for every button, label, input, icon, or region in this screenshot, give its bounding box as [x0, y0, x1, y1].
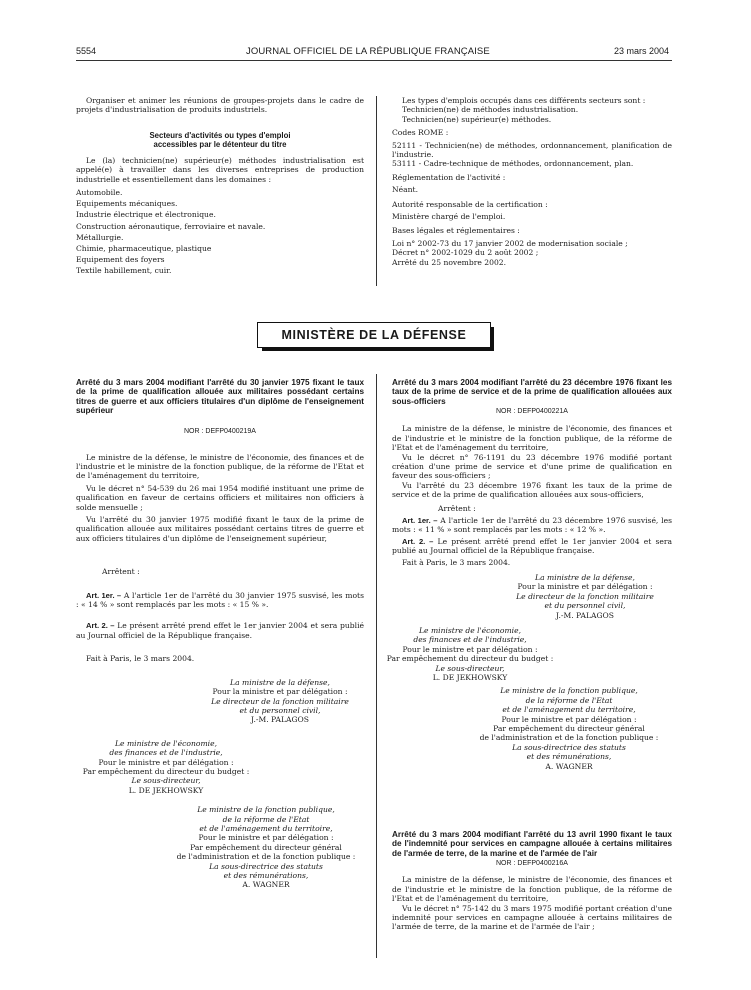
intro-paragraph: Organiser et animer les réunions de groupes-projets dans le cadre de projets d'industrialisation de produits industriels.: [76, 96, 364, 115]
signature-name: J.-M. PALAGOS: [251, 715, 309, 725]
signature-line: Par empêchement du directeur du budget :: [386, 654, 554, 664]
article-text: A l'article 1er de l'arrêté du 23 décembre 1976 susvisé, les mots : « 11 % » sont remplacés par les mots : « 12 % ».: [392, 515, 672, 535]
visa: Vu l'arrêté du 23 décembre 1976 fixant les taux de la prime de service et de la prime de qualification allouées aux sous-officiers,: [392, 480, 672, 500]
ministry-banner: [257, 322, 491, 348]
signature-name: L. DE JEKHOWSKY: [128, 785, 204, 795]
decree-title: Arrêté du 3 mars 2004 modifiant l'arrêté du 30 janvier 1975 fixant le taux de la prime de qualification allouée aux militaires possédant certains titres de guerre et aux officiers titulaires d'un diplôme de l'enseignement supérieur: [76, 378, 364, 415]
bases-item: Arrêté du 25 novembre 2002.: [392, 257, 507, 267]
signature-line: La sous-directrice des statuts: [209, 861, 323, 871]
signature-line: et des rémunérations,: [526, 752, 612, 762]
signature-line: Pour le ministre et par délégation :: [98, 757, 234, 767]
list-item: Métallurgie.: [76, 232, 124, 242]
journal-title: JOURNAL OFFICIEL DE LA RÉPUBLIQUE FRANÇAISE: [246, 46, 490, 57]
autorite-value: Ministère chargé de l'emploi.: [392, 212, 506, 222]
article-text: Le présent arrêté prend effet le 1er janvier 2004 et sera publié au Journal officiel de la République française.: [392, 536, 672, 556]
visa: Vu le décret n° 54-539 du 26 mai 1954 modifié instituant une prime de qualification en faveur de certains officiers et militaires non officiers à solde mensuelle ;: [76, 483, 364, 512]
signature-line: de la réforme de l'Etat: [525, 695, 613, 705]
list-item: Construction aéronautique, ferroviaire et navale.: [76, 221, 266, 231]
signature-line: des finances et de l'industrie,: [109, 748, 223, 758]
signature-name: A. WAGNER: [545, 761, 593, 771]
list-item: Textile habillement, cuir.: [76, 266, 172, 276]
rome-label: Codes ROME :: [392, 128, 449, 138]
article-label: Art. 1er. –: [86, 590, 122, 600]
signature-line: Par empêchement du directeur général: [190, 842, 342, 852]
list-item: Chimie, pharmaceutique, plastique: [76, 244, 212, 254]
signature-line: Par empêchement du directeur général: [493, 724, 645, 734]
preamble: La ministre de la défense, le ministre de l'économie, des finances et de l'industrie et le ministre de la fonction publique, de la réforme de l'Etat et de l'aménagement du territoire,: [392, 424, 672, 453]
signature-line: de l'administration et de la fonction publique :: [176, 852, 356, 862]
rome-code-2: 53111 - Cadre-technique de méthodes, ordonnancement, plan.: [392, 159, 634, 169]
signature-block: [498, 573, 672, 620]
signature-line: et des rémunérations,: [223, 871, 309, 880]
signature-line: La ministre de la défense,: [230, 677, 330, 687]
signature-line: La ministre de la défense,: [535, 572, 635, 582]
fait-a-paris: Fait à Paris, le 3 mars 2004.: [402, 557, 511, 567]
list-item: Equipement des foyers: [76, 255, 165, 265]
signature-line: Pour la ministre et par délégation :: [517, 582, 653, 592]
signature-line: de la réforme de l'Etat: [222, 814, 310, 824]
decree-title: Arrêté du 3 mars 2004 modifiant l'arrêté du 23 décembre 1976 fixant les taux de la prime de service et de la prime de qualification allouées aux sous-officiers: [392, 378, 672, 406]
decree-right: [386, 378, 672, 771]
visa: Vu l'arrêté du 30 janvier 1975 modifié fixant le taux de la prime de qualification allouée aux militaires possédant certains titres de guerre et aux officiers titulaires d'un diplôme de l'enseignement supérieur,: [76, 515, 364, 543]
signature-line: Le sous-directeur,: [435, 663, 505, 673]
signature-line: La sous-directrice des statuts: [512, 742, 626, 752]
signature-line: Pour le ministre et par délégation :: [501, 714, 637, 724]
signature-block: [466, 686, 672, 771]
signature-block: [166, 805, 366, 890]
autorite-label: Autorité responsable de la certification :: [392, 199, 548, 209]
signature-name: L. DE JEKHOWSKY: [432, 673, 508, 683]
signature-line: Pour le ministre et par délégation :: [402, 644, 538, 654]
reglementation-value: Néant.: [392, 185, 419, 195]
emploi-line: Les types d'emplois occupés dans ces différents secteurs sont :: [402, 96, 646, 105]
top-left-column: [76, 96, 364, 277]
article-text: A l'article 1er de l'arrêté du 30 janvier 1975 susvisé, les mots : « 14 % » sont remplacés par les mots : « 15 % ».: [76, 590, 364, 610]
column-divider-bottom: [376, 374, 377, 958]
visa: Vu le décret n° 76-1191 du 23 décembre 1976 modifié portant création d'une prime de service et d'une prime de qualification en faveur des sous-officiers ;: [392, 452, 672, 481]
fait-a-paris: Fait à Paris, le 3 mars 2004.: [86, 654, 195, 664]
preamble: La ministre de la défense, le ministre de l'économie, des finances et de l'industrie et le ministre de la fonction publique, de la réforme de l'Etat et de l'aménagement du territoire,: [392, 875, 672, 904]
signature-line: Pour le ministre et par délégation :: [198, 833, 334, 843]
decree-title: Arrêté du 3 mars 2004 modifiant l'arrêté du 13 avril 1990 fixant le taux de l'indemnité pour services en campagne allouée à certains militaires de l'armée de terre, de la marine et de l'armée de l'air: [392, 830, 672, 858]
signature-line: et du personnel civil,: [544, 601, 626, 611]
signature-line: et de l'aménagement du territoire,: [199, 823, 333, 833]
article-label: Art. 2. –: [86, 621, 115, 631]
signature-block: [76, 739, 256, 795]
bases-item: Décret n° 2002-1029 du 2 août 2002 ;: [392, 248, 539, 258]
signature-block: [380, 626, 560, 682]
reglementation-label: Réglementation de l'activité :: [392, 172, 506, 182]
preamble: Le ministre de la défense, le ministre de l'économie, des finances et de l'industrie et le ministre de la fonction publique, de la réforme de l'Etat et de l'aménagement du territoire,: [76, 452, 364, 481]
header-rule: [76, 60, 672, 61]
rome-code-1: 52111 - Technicien(ne) de méthodes, ordonnancement, planification de l'industrie.: [392, 140, 672, 160]
signature-line: Le ministre de l'économie,: [115, 738, 217, 748]
signature-line: Le ministre de l'économie,: [419, 626, 521, 636]
list-item: Equipements mécaniques.: [76, 199, 178, 209]
signature-line: Le ministre de la fonction publique,: [500, 686, 638, 696]
signature-name: A. WAGNER: [242, 880, 290, 890]
issue-date: 23 mars 2004: [613, 46, 669, 56]
sectors-list: [76, 187, 364, 277]
signature-line: Le ministre de la fonction publique,: [197, 805, 335, 815]
signature-line: et du personnel civil,: [239, 705, 321, 715]
nor-reference: NOR : DEFP0400219A: [184, 428, 256, 436]
signature-line: Le sous-directeur,: [131, 776, 201, 786]
column-divider-top: [376, 96, 377, 286]
article-label: Art. 1er. –: [402, 515, 438, 525]
emploi-line: Technicien(ne) de méthodes industrialisation.: [402, 105, 579, 115]
sectors-paragraph: Le (la) technicien(ne) supérieur(e) méthodes industrialisation est appelé(e) à travailler dans les diverses entreprises de production industrielle et essentiellement dans les domaines :: [76, 155, 364, 184]
signature-line: Pour la ministre et par délégation :: [212, 687, 348, 697]
signature-line: des finances et de l'industrie,: [413, 635, 527, 645]
page-number: 5554: [76, 46, 97, 56]
decree-right-2: [392, 830, 672, 932]
section-title-line-1: Secteurs d'activités ou types d'emploi: [149, 130, 291, 140]
arretent: Arrêtent :: [438, 503, 476, 513]
nor-reference: NOR : DEFP0400216A: [496, 859, 568, 867]
nor-reference: NOR : DEFP0400221A: [496, 407, 568, 415]
arretent: Arrêtent :: [102, 567, 140, 577]
signature-line: Le directeur de la fonction militaire: [211, 696, 349, 706]
section-title-line-2: accessibles par le détenteur du titre: [153, 140, 287, 150]
bases-item: Loi n° 2002-73 du 17 janvier 2002 de modernisation sociale ;: [392, 238, 628, 248]
signature-block: [196, 678, 364, 725]
top-right-column: [392, 96, 672, 267]
signature-line: Par empêchement du directeur du budget :: [82, 766, 250, 776]
signature-line: et de l'aménagement du territoire,: [502, 705, 636, 715]
bases-label: Bases légales et réglementaires :: [392, 226, 520, 236]
ministry-banner-text: MINISTÈRE DE LA DÉFENSE: [281, 328, 467, 342]
article-label: Art. 2. –: [402, 536, 434, 546]
decree-left: [76, 378, 364, 890]
list-item: Automobile.: [76, 188, 123, 198]
list-item: Industrie électrique et électronique.: [76, 210, 216, 220]
visa: Vu le décret n° 75-142 du 3 mars 1975 modifié portant création d'une indemnité pour services en campagne allouée à certains militaires de l'armée de terre, de la marine et de l'armée de l'air ;: [392, 903, 672, 932]
article-text: Le présent arrêté prend effet le 1er janvier 2004 et sera publié au Journal officiel de la République française.: [76, 621, 364, 640]
signature-line: de l'administration et de la fonction publique :: [479, 733, 659, 743]
emploi-line: Technicien(ne) supérieur(e) méthodes.: [402, 114, 552, 124]
signature-line: Le directeur de la fonction militaire: [516, 591, 654, 601]
signature-name: J.-M. PALAGOS: [556, 610, 614, 620]
